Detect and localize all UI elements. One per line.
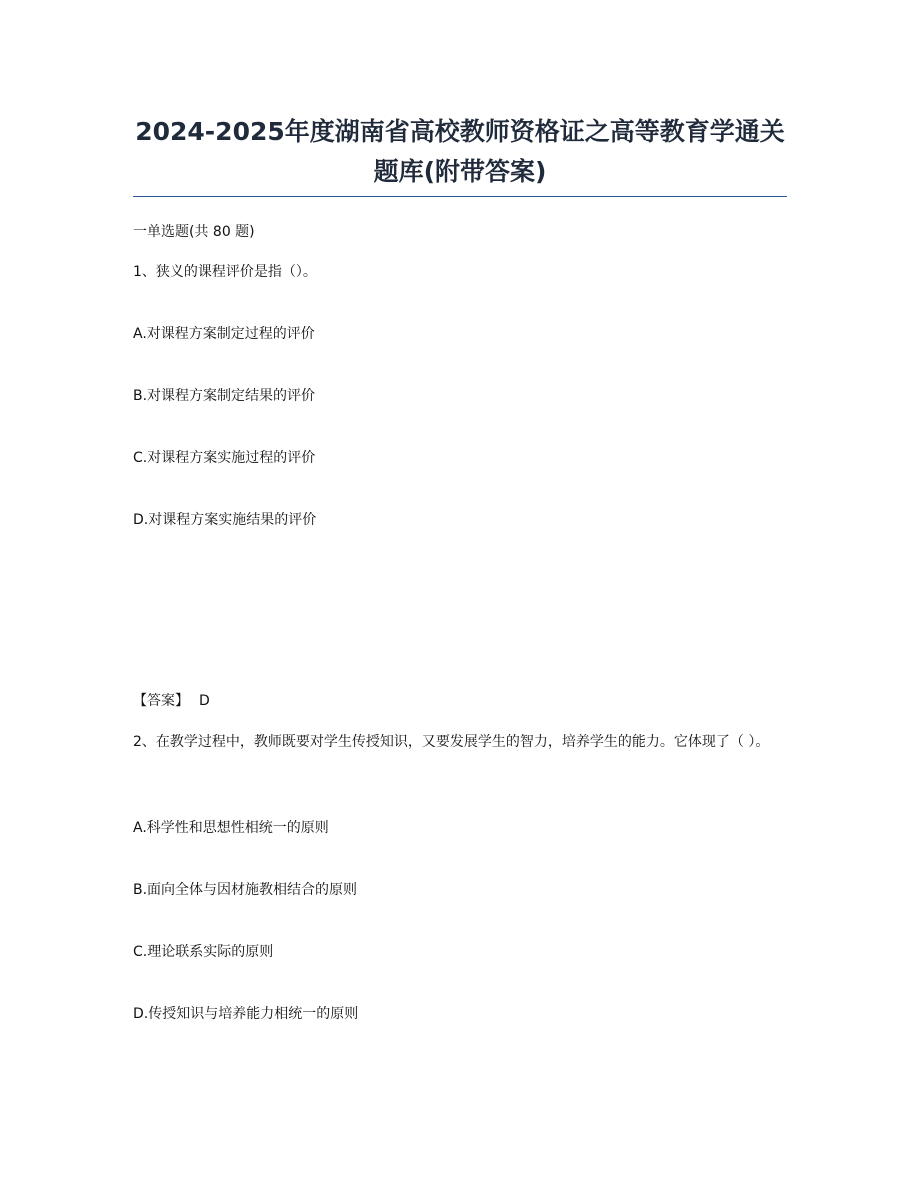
answer-label: 【答案】	[133, 693, 189, 709]
section-heading: 一单选题(共 80 题)	[133, 224, 255, 240]
question-2-option-a: A.科学性和思想性相统一的原则	[133, 820, 329, 836]
question-2-stem: 2、在教学过程中，教师既要对学生传授知识，又要发展学生的智力，培养学生的能力。它体现了（ ）。	[133, 734, 770, 750]
question-2-option-d: D.传授知识与培养能力相统一的原则	[133, 1006, 359, 1022]
question-2-option-b: B.面向全体与因材施教相结合的原则	[133, 882, 358, 898]
question-1-answer	[133, 691, 210, 711]
question-2-option-c: C.理论联系实际的原则	[133, 944, 274, 960]
question-1-option-a: A.对课程方案制定过程的评价	[133, 326, 315, 342]
answer-value: D	[199, 693, 210, 709]
question-1-option-b: B.对课程方案制定结果的评价	[133, 388, 316, 404]
title-divider	[133, 196, 787, 197]
question-1-stem: 1、狭义的课程评价是指（）。	[133, 264, 317, 280]
question-1-option-d: D.对课程方案实施结果的评价	[133, 512, 317, 528]
document-title: 2024-2025年度湖南省高校教师资格证之高等教育学通关题库(附带答案)	[135, 117, 785, 186]
question-1-option-c: C.对课程方案实施过程的评价	[133, 450, 316, 466]
